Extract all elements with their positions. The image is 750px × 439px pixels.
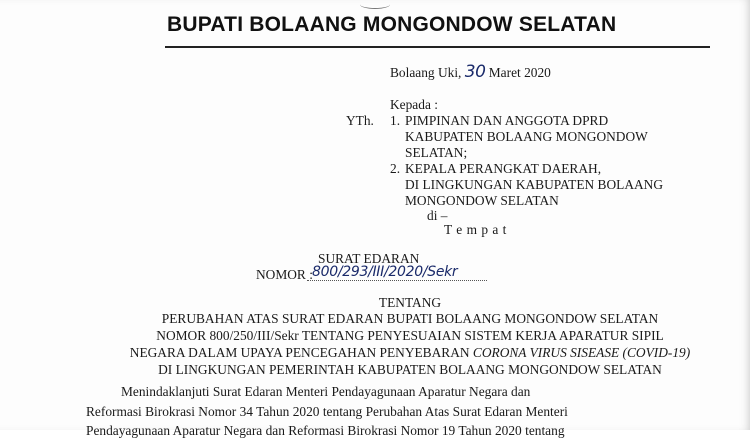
body-line: Pendayagunaan Aparatur Negara dan Reformasi Birokrasi Nomor 19 Tahun 2020 tentang [86,423,565,438]
tentang-label: TENTANG [378,295,442,310]
recipient-1-number: 1. [390,113,401,128]
subject-line-3-text: NEGARA DALAM UPAYA PENCEGAHAN PENYEBARAN [129,345,473,360]
date-day: 30 [464,62,486,82]
document-title: BUPATI BOLAANG MONGONDOW SELATAN [167,13,617,36]
subject-line-3 [100,344,720,361]
body-line: Menindaklanjuti Surat Edaran Menteri Pendayagunaan Aparatur Negara dan [121,384,531,399]
recipient-2-number: 2. [390,161,401,176]
subject-line: NOMOR 800/250/III/Sekr TENTANG PENYESUAIAN SISTEM KERJA APARATUR SIPIL [156,328,664,343]
subject-line-3-italic: CORONA VIRUS SISEASE (COVID-19) [472,345,691,360]
body-line: Reformasi Birokrasi Nomor 34 Tahun 2020 tentang Perubahan Atas Surat Edaran Menteri [86,404,568,419]
emblem-icon [360,0,390,9]
recipient-2-line: MONGONDOW SELATAN [405,193,559,208]
recipient-2-line: KEPALA PERANGKAT DAERAH, [405,161,602,176]
di-label: di – [427,208,448,223]
recipient-2-line: DI LINGKUNGAN KABUPATEN BOLAANG [405,177,664,192]
nomor-underline [307,280,487,281]
recipient-1-line: KABUPATEN BOLAANG MONGONDOW [405,129,648,144]
date-line [390,64,551,81]
header-rule [165,46,710,48]
subject-line: DI LINGKUNGAN PEMERINTAH KABUPATEN BOLAANG MONGONDOW SELATAN [158,362,662,377]
subject-line: PERUBAHAN ATAS SURAT EDARAN BUPATI BOLAANG MONGONDOW SELATAN [161,311,659,326]
nomor-value: 800/293/III/2020/Sekr [312,264,458,280]
yth-label: YTh. [346,113,374,128]
tempat-label: T e m p a t [444,222,507,237]
recipient-1-line: PIMPINAN DAN ANGGOTA DPRD [405,113,609,128]
recipient-1-line: SELATAN; [405,145,468,160]
date-place: Bolaang Uki, [390,65,462,80]
letter-type: SURAT EDARAN [318,251,420,266]
date-month-year: Maret 2020 [488,65,551,80]
kepada-label: Kepada : [390,97,438,112]
nomor-label: NOMOR : [256,267,313,282]
